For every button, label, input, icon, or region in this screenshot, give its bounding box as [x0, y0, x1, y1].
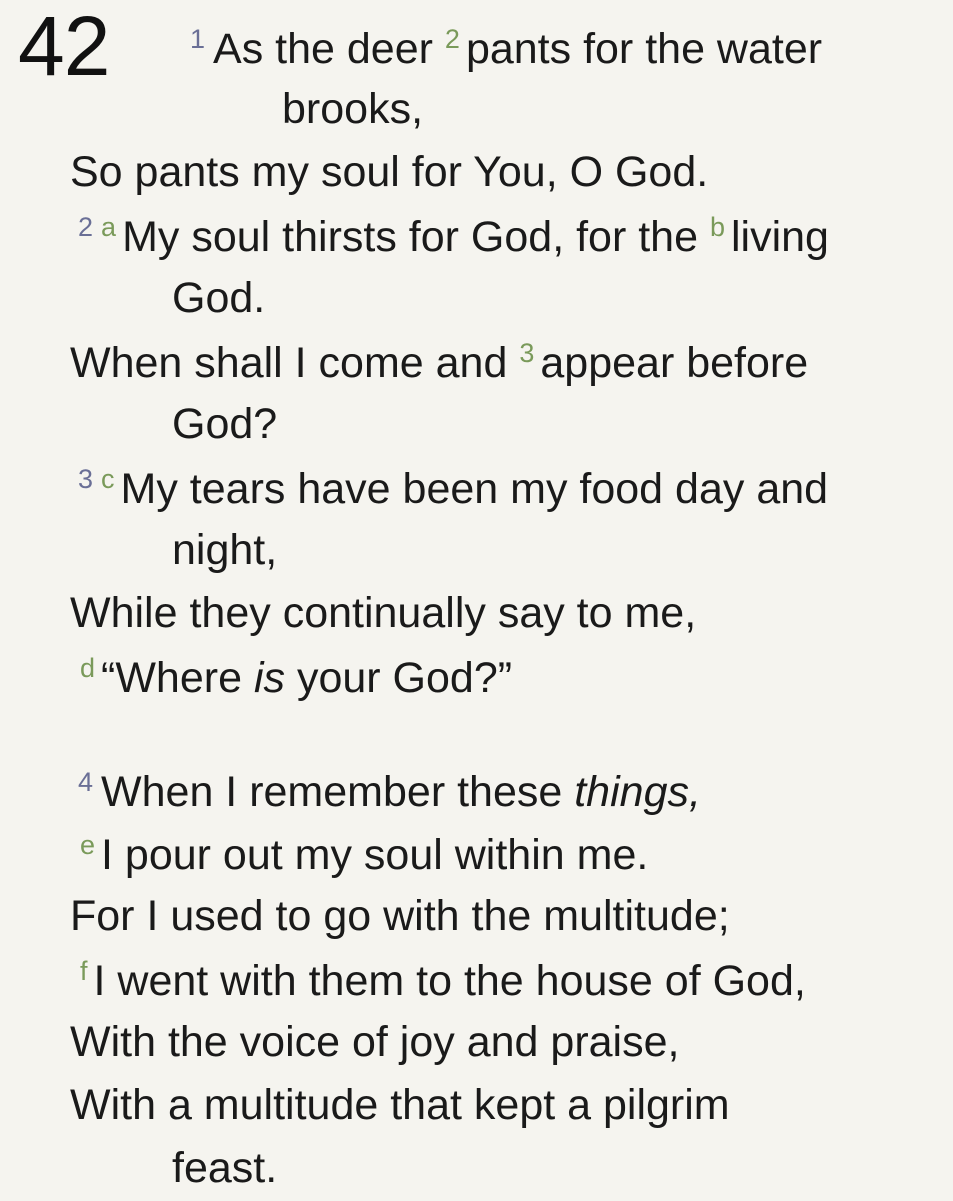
verse-text: With the voice of joy and praise,	[70, 1018, 680, 1066]
verse-text: God.	[172, 274, 266, 322]
verse-text: I went with them to the house of God,	[93, 957, 806, 1005]
italic-text: is	[253, 654, 286, 702]
verse-line	[70, 1081, 730, 1129]
verse-text: God?	[172, 400, 278, 448]
verse-line	[78, 466, 828, 511]
verse-line	[190, 26, 822, 71]
verse-text: When I remember these	[101, 768, 575, 816]
verse-text: feast.	[172, 1144, 278, 1192]
verse-text: pants for the water	[465, 25, 823, 73]
verse-line	[172, 526, 278, 574]
verse-text: As the deer	[213, 25, 445, 73]
italic-text: things,	[574, 768, 701, 816]
verse-text: brooks,	[282, 85, 424, 133]
footnote-marker[interactable]: e	[80, 830, 96, 860]
verse-line	[172, 1144, 278, 1192]
verse-text: night,	[172, 526, 278, 574]
verse-line	[78, 214, 829, 259]
footnote-marker[interactable]: b	[709, 212, 725, 242]
footnote-marker[interactable]: c	[101, 464, 115, 494]
chapter-number: 42	[18, 0, 110, 93]
footnote-marker[interactable]: a	[101, 212, 117, 242]
verse-line	[70, 589, 697, 637]
verse-line	[78, 769, 701, 814]
verse-text: I pour out my soul within me.	[101, 831, 649, 879]
verse-text: For I used to go with the multitude;	[70, 892, 730, 940]
verse-text: your God?”	[285, 654, 513, 702]
verse-text: While they continually say to me,	[70, 589, 697, 637]
verse-text: So pants my soul for You, O God.	[70, 148, 709, 196]
verse-line	[80, 958, 806, 1003]
verse-number: 4	[78, 767, 94, 797]
footnote-marker[interactable]: 3	[519, 338, 535, 368]
verse-text: My tears have been my food day and	[120, 465, 829, 513]
verse-text: With a multitude that kept a pilgrim	[70, 1081, 730, 1129]
verse-line	[80, 832, 648, 877]
footnote-marker[interactable]: f	[80, 956, 88, 986]
verse-text: living	[730, 213, 829, 261]
verse-line	[172, 400, 278, 448]
verse-text: When shall I come and	[70, 339, 520, 387]
verse-line	[70, 892, 730, 940]
verse-number: 1	[190, 24, 206, 54]
verse-line	[282, 85, 424, 133]
verse-line	[70, 340, 808, 385]
verse-text: My soul thirsts for God, for the	[122, 213, 710, 261]
verse-line	[70, 1018, 680, 1066]
verse-text: appear before	[540, 339, 809, 387]
verse-number: 3	[78, 464, 94, 494]
verse-number: 2	[78, 212, 94, 242]
footnote-marker[interactable]: 2	[444, 24, 460, 54]
verse-line	[172, 274, 266, 322]
footnote-marker[interactable]: d	[80, 653, 96, 683]
verse-line	[70, 148, 709, 196]
verse-line	[80, 655, 512, 700]
verse-text: “Where	[101, 654, 254, 702]
